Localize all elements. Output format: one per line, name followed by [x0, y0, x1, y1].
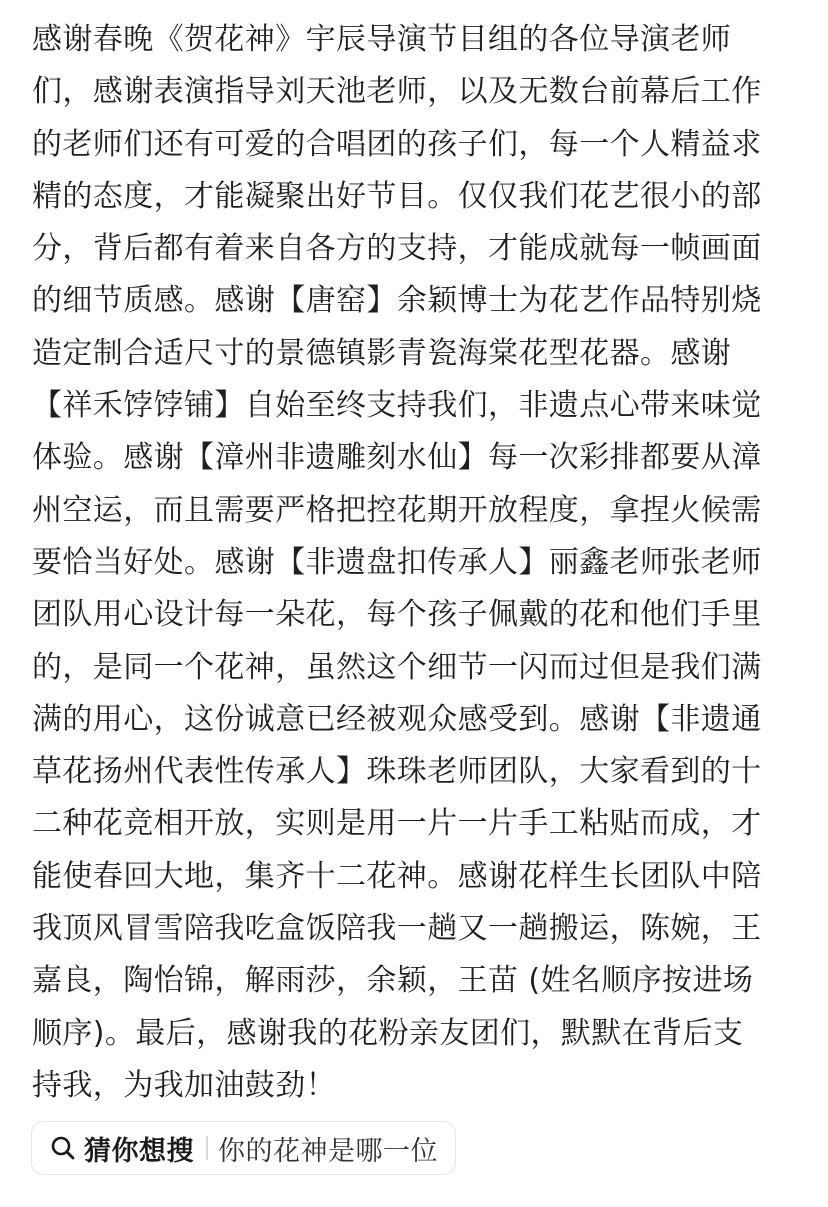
post-text-line: 体验。感谢【漳州非遗雕刻水仙】每一次彩排都要从漳 [32, 440, 762, 476]
post-text-line: 们，感谢表演指导刘天池老师，以及无数台前幕后工作 [32, 74, 762, 110]
post-text-line: 顺序)。最后，感谢我的花粉亲友团们，默默在背后支 [32, 1015, 744, 1051]
post-text-line: 的老师们还有可爱的合唱团的孩子们，每一个人精益求 [32, 126, 762, 162]
post-text-line: 要恰当好处。感谢【非遗盘扣传承人】丽鑫老师张老师 [32, 544, 762, 580]
post-text-line: 精的态度，才能凝聚出好节目。仅仅我们花艺很小的部 [32, 178, 762, 214]
post-text-line: 【祥禾饽饽铺】自始至终支持我们，非遗点心带来味觉 [32, 388, 762, 424]
search-suggestion-chip[interactable] [31, 1121, 456, 1175]
post-text-line: 满的用心，这份诚意已经被观众感受到。感谢【非遗通 [32, 701, 762, 737]
suggested-query[interactable]: 你的花神是哪一位 [218, 1135, 438, 1167]
post-text-line: 造定制合适尺寸的景德镇影青瓷海棠花型花器。感谢 [32, 335, 732, 371]
post-text-line: 能使春回大地，集齐十二花神。感谢花样生长团队中陪 [32, 858, 762, 894]
post-text-line: 持我，为我加油鼓劲！ [32, 1067, 336, 1103]
suggestion-label: 猜你想搜 [84, 1135, 194, 1167]
post-text-line: 二种花竞相开放，实则是用一片一片手工粘贴而成，才 [32, 806, 762, 842]
post-body [32, 14, 796, 1112]
post-text-line: 团队用心设计每一朵花，每个孩子佩戴的花和他们手里 [32, 597, 762, 633]
post-text-line: 的细节质感。感谢【唐窑】余颖博士为花艺作品特别烧 [32, 283, 762, 319]
post-text-line: 草花扬州代表性传承人】珠珠老师团队，大家看到的十 [32, 754, 762, 790]
post-text-line: 分，背后都有着来自各方的支持，才能成就每一帧画面 [32, 231, 762, 267]
chip-divider [206, 1136, 208, 1160]
search-icon [50, 1135, 76, 1161]
post-text-line: 我顶风冒雪陪我吃盒饭陪我一趟又一趟搬运，陈婉，王 [32, 911, 762, 947]
post-text-line: 的，是同一个花神，虽然这个细节一闪而过但是我们满 [32, 649, 762, 685]
post-text-line: 州空运，而且需要严格把控花期开放程度，拿捏火候需 [32, 492, 762, 528]
post-text-line: 嘉良，陶怡锦，解雨莎，余颖，王苗 (姓名顺序按进场 [32, 963, 754, 999]
post-text-line: 感谢春晚《贺花神》宇辰导演节目组的各位导演老师 [32, 22, 732, 57]
